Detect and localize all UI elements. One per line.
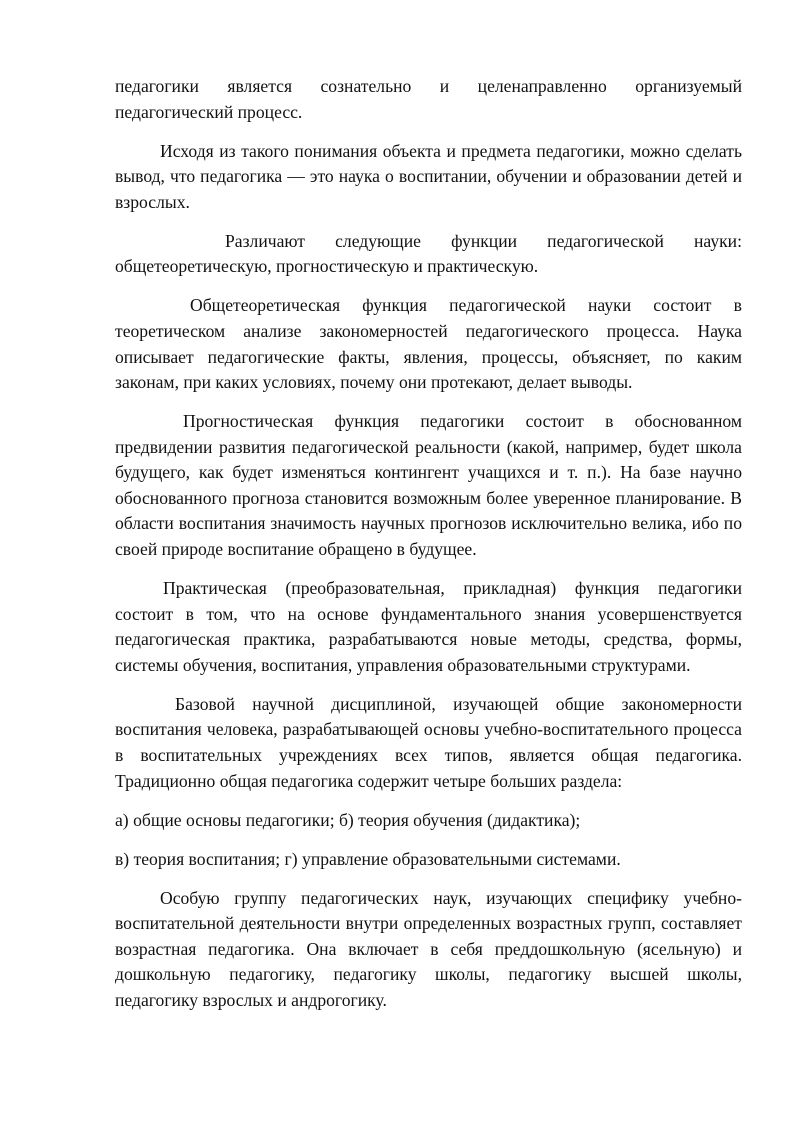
- paragraph-general-theoretical: Общетеоретическая функция педагогической науки состоит в теоретическом анализе закономерностей педагогического процесса. Наука описывает педагогические факты, явления, процессы, объясняет, по каким законам, при каких условиях, почему они протекают, делает выводы.: [115, 295, 742, 393]
- paragraph-general-pedagogy: Базовой научной дисциплиной, изучающей общие закономерности воспитания человека, разрабатывающей основы учебно-воспитательного процесса в воспитательных учреждениях всех типов, является общая педагогика. Традиционно общая педагогика содержит четыре больших раздела:: [115, 693, 742, 791]
- paragraph-age-pedagogy: Особую группу педагогических наук, изучающих специфику учебно-воспитательной деятельности внутри определенных возрастных групп, составляет возрастная педагогика. Она включает в себя преддошкольную (ясельную) и дошкольную педагогику, педагогику школы, педагогику высшей школы, педагогику взрослых и андрогогику.: [115, 887, 742, 1010]
- document-body: [115, 74, 742, 1014]
- list-item-sections-vg: в) теория воспитания; г) управление образовательными системами.: [115, 848, 621, 869]
- paragraph-practical: Практическая (преобразовательная, прикладная) функция педагогики состоит в том, что на основе фундаментального знания усовершенствуется педагогическая практика, разрабатываются новые методы, средства, формы, системы обучения, воспитания, управления образовательными структурами.: [115, 578, 742, 675]
- paragraph-functions: Различают следующие функции педагогической науки: общетеоретическую, прогностическую и практическую.: [115, 230, 742, 277]
- list-item-sections-ab: а) общие основы педагогики; б) теория обучения (дидактика);: [115, 809, 581, 830]
- paragraph-prognostic: Прогностическая функция педагогики состоит в обоснованном предвидении развития педагогической реальности (какой, например, будет школа будущего, как будет изменяться контингент учащихся и т. п.). На базе научно обоснованного прогноза становится возможным более уверенное планирование. В области воспитания значимость научных прогнозов исключительно велика, ибо по своей природе воспитание обращено в будущее.: [115, 411, 742, 560]
- paragraph-process: педагогики является сознательно и целенаправленно организуемый педагогический процесс.: [115, 76, 742, 122]
- paragraph-definition: Исходя из такого понимания объекта и предмета педагогики, можно сделать вывод, что педагогика — это наука о воспитании, обучении и образовании детей и взрослых.: [115, 140, 742, 212]
